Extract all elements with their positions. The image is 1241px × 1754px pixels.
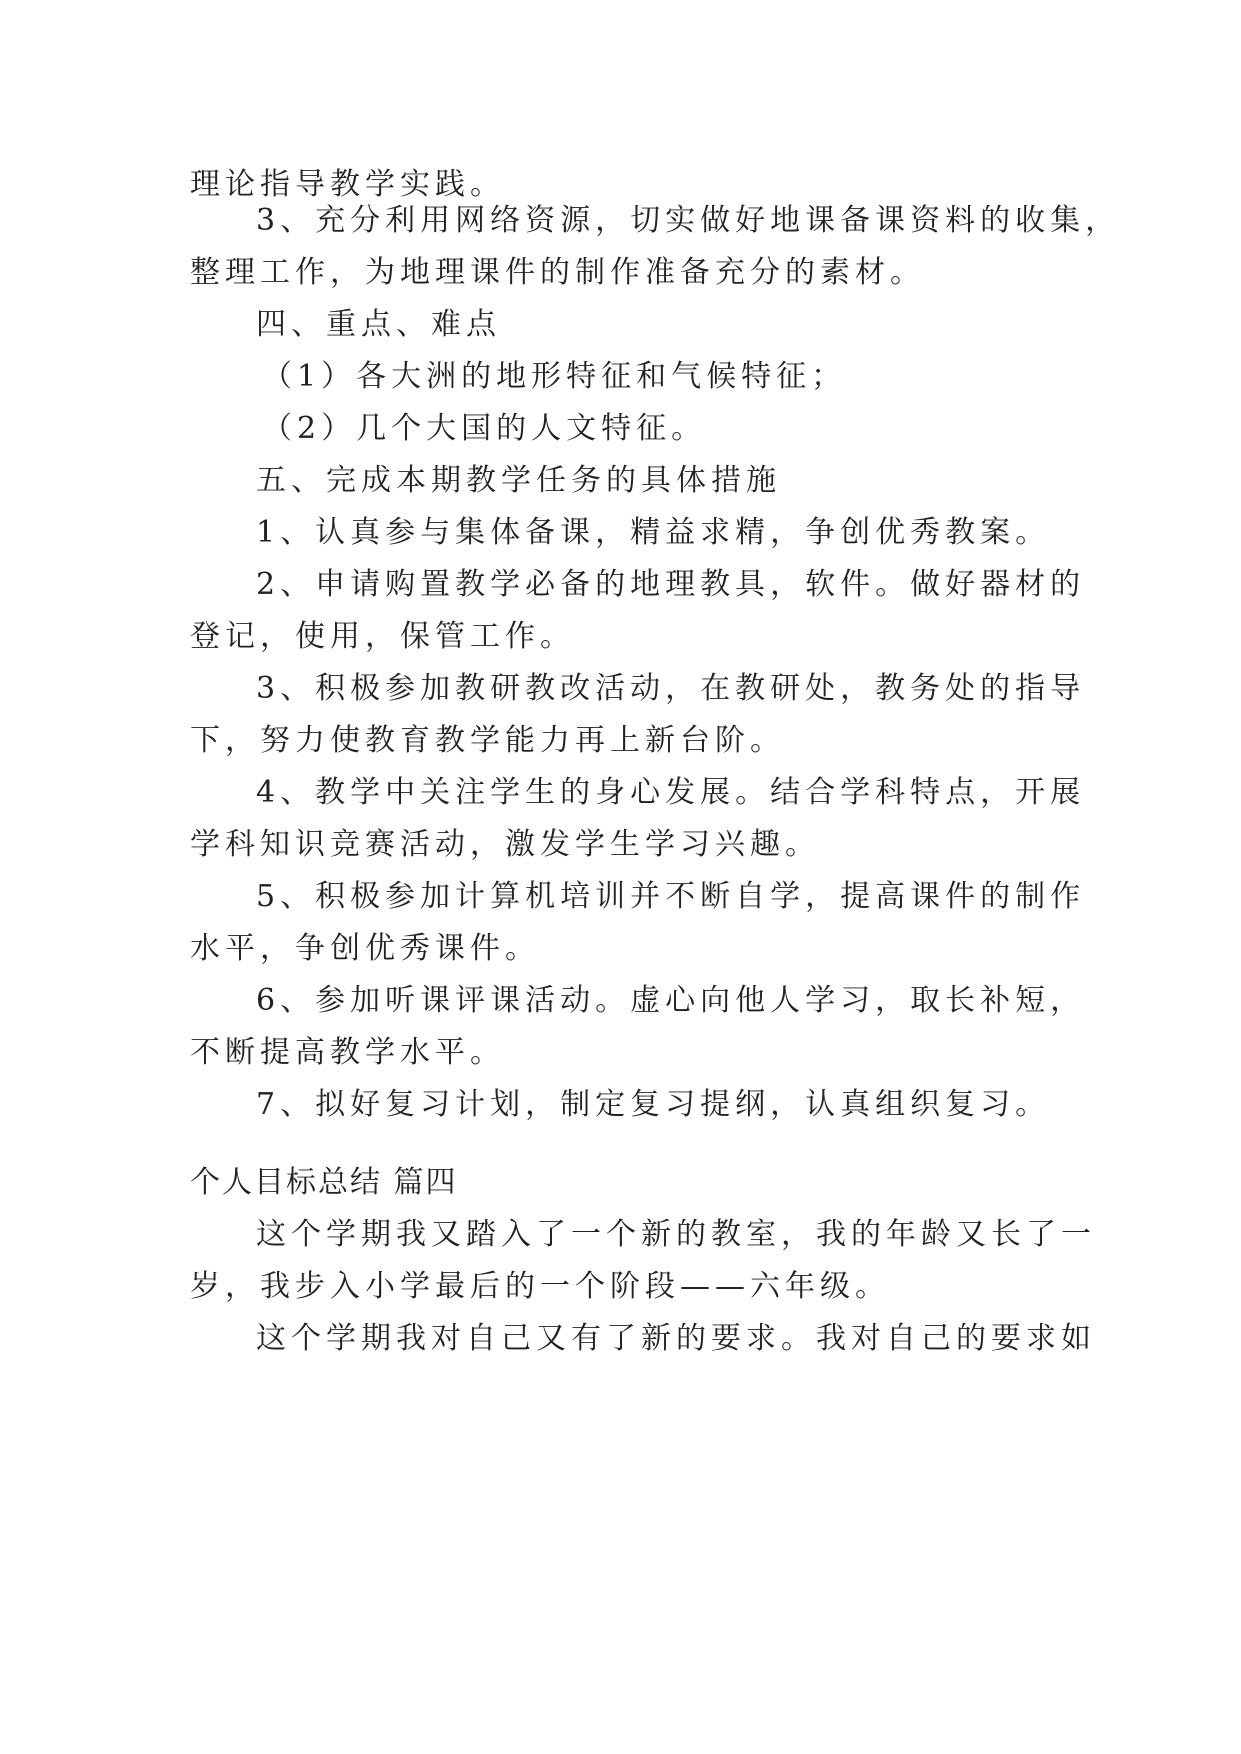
text-line: 7、拟好复习计划，制定复习提纲，认真组织复习。 xyxy=(256,1087,1051,1122)
text-line: 6、参加听课评课活动。虚心向他人学习，取长补短， xyxy=(256,983,1086,1018)
text-line: 1、认真参与集体备课，精益求精，争创优秀教案。 xyxy=(256,515,1051,550)
text-line: 整理工作，为地理课件的制作准备充分的素材。 xyxy=(190,255,925,290)
section-heading: 四、重点、难点 xyxy=(256,307,501,342)
text-line: 不断提高教学水平。 xyxy=(190,1035,505,1070)
text-line: 岁，我步入小学最后的一个阶段——六年级。 xyxy=(190,1269,890,1304)
article-heading: 个人目标总结 篇四 xyxy=(190,1165,458,1200)
text-line: 登记，使用，保管工作。 xyxy=(190,619,575,654)
list-item: （2）几个大国的人文特征。 xyxy=(262,411,707,446)
text-line: 3、充分利用网络资源，切实做好地课备课资料的收集， xyxy=(256,203,1121,238)
list-item: （1）各大洲的地形特征和气候特征； xyxy=(262,359,847,394)
text-line: 这个学期我对自己又有了新的要求。我对自己的要求如 xyxy=(256,1321,1096,1356)
text-line: 这个学期我又踏入了一个新的教室，我的年龄又长了一 xyxy=(256,1217,1096,1252)
text-line: 2、申请购置教学必备的地理教具，软件。做好器材的 xyxy=(256,567,1086,602)
text-line: 水平，争创优秀课件。 xyxy=(190,931,540,966)
text-line: 理论指导教学实践。 xyxy=(190,167,505,202)
text-line: 3、积极参加教研教改活动，在教研处，教务处的指导 xyxy=(256,671,1086,706)
text-line: 下，努力使教育教学能力再上新台阶。 xyxy=(190,723,785,758)
text-line: 学科知识竞赛活动，激发学生学习兴趣。 xyxy=(190,827,820,862)
text-line: 4、教学中关注学生的身心发展。结合学科特点，开展 xyxy=(256,775,1086,810)
text-line: 5、积极参加计算机培训并不断自学，提高课件的制作 xyxy=(256,879,1086,914)
section-heading: 五、完成本期教学任务的具体措施 xyxy=(256,463,781,498)
